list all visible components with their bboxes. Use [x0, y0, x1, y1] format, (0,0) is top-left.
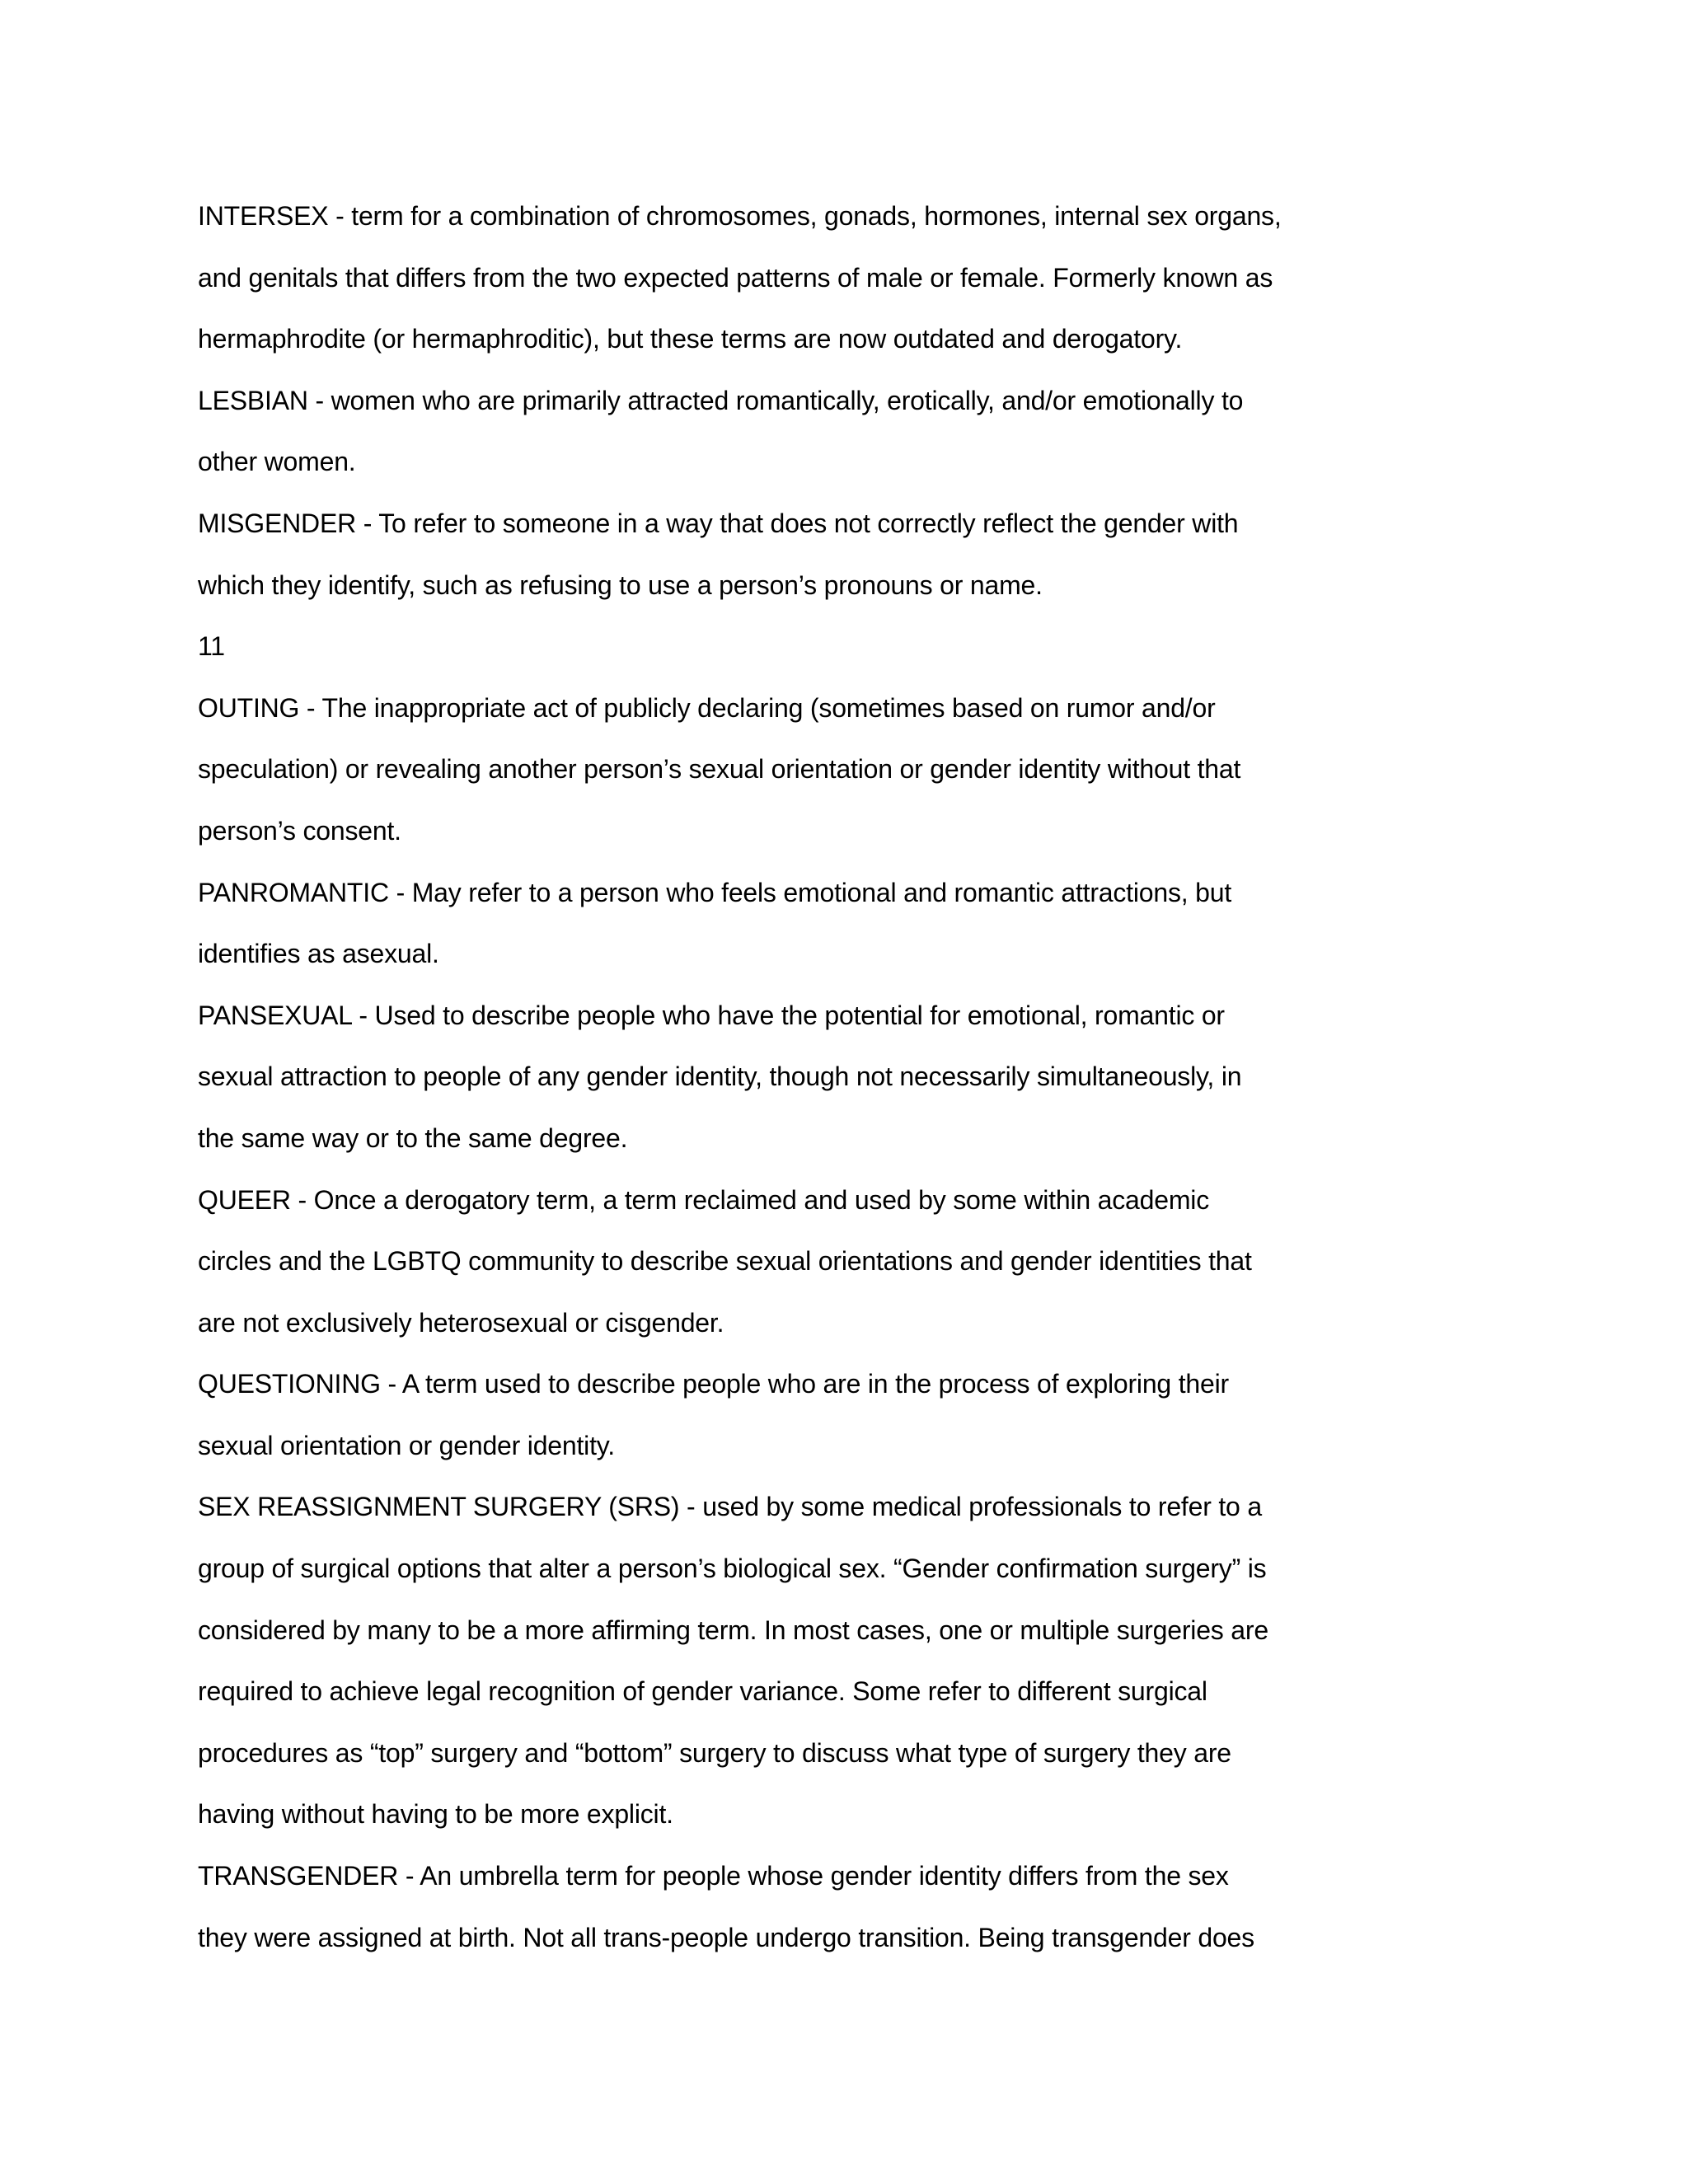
text-line-transgender-2: they were assigned at birth. Not all trans-people undergo transition. Being transgender does: [198, 1922, 1254, 1952]
text-line-pansexual-1: PANSEXUAL - Used to describe people who have the potential for emotional, romantic or: [198, 1000, 1225, 1030]
text-line-pansexual-3: the same way or to the same degree.: [198, 1122, 628, 1153]
text-line-queer-3: are not exclusively heterosexual or cisgender.: [198, 1307, 724, 1338]
text-line-lesbian-2: other women.: [198, 447, 356, 477]
text-line-srs-2: group of surgical options that alter a person’s biological sex. “Gender confirmation surgery” is: [198, 1554, 1267, 1584]
page-number: 11: [198, 631, 225, 662]
text-line-lesbian-1: LESBIAN - women who are primarily attracted romantically, erotically, and/or emotionally to: [198, 385, 1244, 415]
text-line-panromantic-2: identifies as asexual.: [198, 939, 439, 969]
text-line-transgender-1: TRANSGENDER - An umbrella term for people whose gender identity differs from the sex: [198, 1861, 1229, 1891]
text-line-srs-3: considered by many to be a more affirming term. In most cases, one or multiple surgeries are: [198, 1615, 1268, 1645]
text-line-srs-6: having without having to be more explicit.: [198, 1799, 673, 1830]
text-line-outing-1: OUTING - The inappropriate act of publicly declaring (sometimes based on rumor and/or: [198, 692, 1216, 723]
text-line-intersex-1: INTERSEX - term for a combination of chromosomes, gonads, hormones, internal sex organs,: [198, 201, 1282, 231]
text-line-outing-2: speculation) or revealing another person’s sexual orientation or gender identity without that: [198, 754, 1241, 785]
glossary-text: [198, 185, 1484, 1968]
text-line-panromantic-1: PANROMANTIC - May refer to a person who feels emotional and romantic attractions, but: [198, 877, 1232, 907]
text-line-intersex-2: and genitals that differs from the two expected patterns of male or female. Formerly known as: [198, 262, 1273, 293]
text-line-outing-3: person’s consent.: [198, 815, 401, 846]
text-line-queer-1: QUEER - Once a derogatory term, a term reclaimed and used by some within academic: [198, 1184, 1209, 1215]
text-line-misgender-2: which they identify, such as refusing to use a person’s pronouns or name.: [198, 569, 1043, 600]
text-line-srs-5: procedures as “top” surgery and “bottom” surgery to discuss what type of surgery they are: [198, 1737, 1231, 1768]
text-line-misgender-1: MISGENDER - To refer to someone in a way that does not correctly reflect the gender with: [198, 508, 1239, 538]
text-line-intersex-3: hermaphrodite (or hermaphroditic), but these terms are now outdated and derogatory.: [198, 324, 1183, 354]
text-line-questioning-2: sexual orientation or gender identity.: [198, 1430, 615, 1460]
text-line-queer-2: circles and the LGBTQ community to describe sexual orientations and gender identities that: [198, 1246, 1252, 1277]
text-line-srs-4: required to achieve legal recognition of gender variance. Some refer to different surgical: [198, 1676, 1207, 1707]
text-line-srs-1: SEX REASSIGNMENT SURGERY (SRS) - used by some medical professionals to refer to a: [198, 1492, 1262, 1522]
text-line-questioning-1: QUESTIONING - A term used to describe people who are in the process of exploring their: [198, 1369, 1229, 1399]
text-line-pansexual-2: sexual attraction to people of any gender identity, though not necessarily simultaneously, in: [198, 1062, 1242, 1092]
